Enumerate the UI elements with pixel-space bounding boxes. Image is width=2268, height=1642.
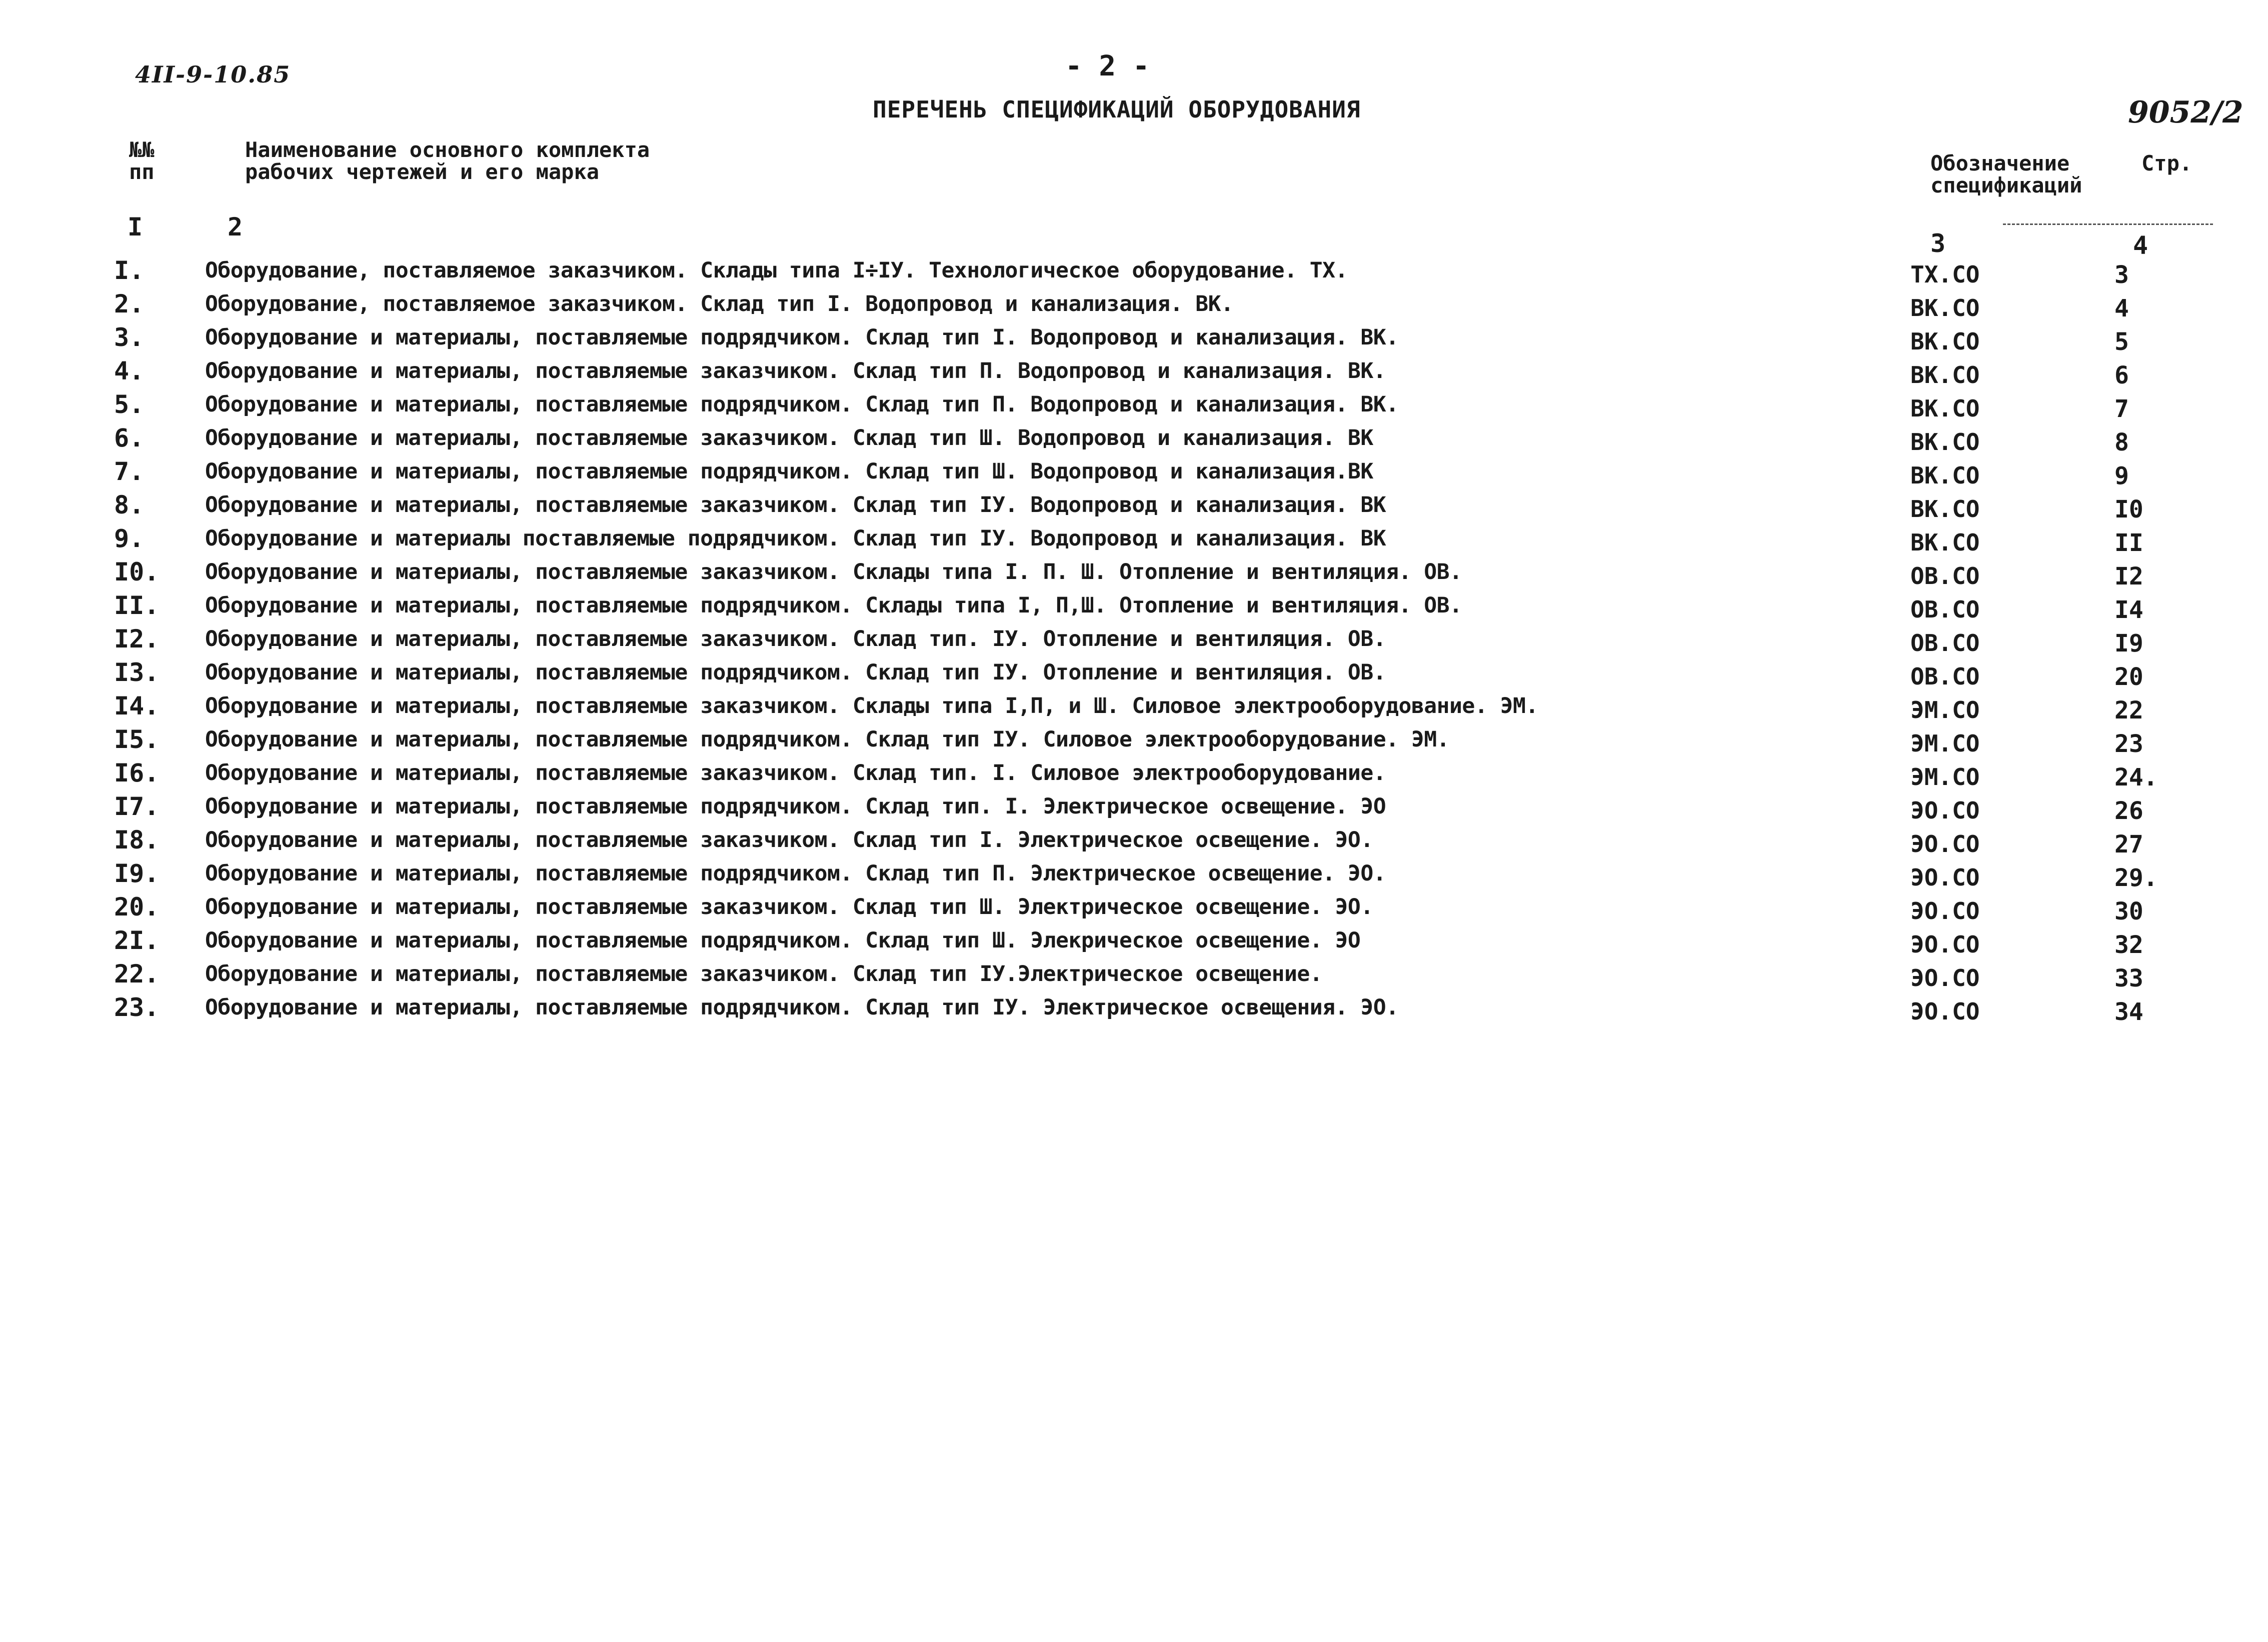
row-name: Оборудование и материалы, поставляемые заказчиком. Склад тип IУ. Водопровод и канализация. ВК [205, 492, 1386, 518]
column-header-code-line2: спецификаций [1930, 173, 2082, 198]
row-name: Оборудование и материалы, поставляемые заказчиком. Склады типа I. П. Ш. Отопление и вентиляция. ОВ. [205, 560, 1462, 584]
row-number: 2. [114, 290, 145, 318]
row-code: ЭО.СО [1910, 931, 1980, 958]
row-name: Оборудование и материалы, поставляемые подрядчиком. Склад тип Ш. Водопровод и канализация.ВК [205, 459, 1373, 484]
list-item [0, 892, 2268, 926]
row-code: ОВ.СО [1910, 663, 1980, 690]
row-name: Оборудование, поставляемое заказчиком. Склад тип I. Водопровод и канализация. ВК. [205, 292, 1234, 316]
page-number: - 2 - [1065, 50, 1150, 82]
row-page: 34 [2114, 998, 2143, 1026]
row-name: Оборудование и материалы, поставляемые заказчиком. Склад тип I. Электрическое освещение. ЭО. [205, 828, 1373, 852]
row-number: 8. [114, 490, 145, 520]
column-header-number-line1: №№ [129, 138, 155, 162]
list-item [0, 457, 2268, 490]
column-number-2: 2 [228, 212, 243, 242]
row-number: I5. [114, 725, 160, 754]
list-item [0, 993, 2268, 1026]
document-code: 4II-9-10.85 [135, 61, 291, 88]
row-name: Оборудование и материалы поставляемые подрядчиком. Склад тип IУ. Водопровод и канализация. ВК [205, 526, 1386, 551]
column-header-name [245, 139, 650, 183]
row-name: Оборудование и материалы, поставляемые подрядчиком. Склад тип IУ. Силовое электрооборудование. ЭМ. [205, 727, 1450, 752]
row-page: 7 [2114, 395, 2129, 423]
row-code: ОВ.СО [1910, 562, 1980, 590]
list-item [0, 524, 2268, 557]
list-item [0, 323, 2268, 356]
row-page: 8 [2114, 428, 2129, 456]
row-name: Оборудование и материалы, поставляемые подрядчиком. Склад тип Ш. Элекрическое освещение. ЭО [205, 928, 1361, 953]
list-item [0, 960, 2268, 992]
column-header-code [1930, 152, 2082, 196]
row-number: 3. [114, 323, 145, 352]
column-header-name-line1: Наименование основного комплекта [245, 138, 650, 162]
row-number: 9. [114, 524, 145, 553]
list-item [0, 725, 2268, 758]
row-page: 9 [2114, 462, 2129, 490]
column-header-number-line2: пп [129, 160, 155, 184]
row-name: Оборудование и материалы, поставляемые подрядчиком. Склад тип IУ. Отопление и вентиляция. ОВ. [205, 660, 1386, 685]
row-page: 26 [2114, 797, 2143, 825]
list-item [0, 926, 2268, 959]
column-header-code-line1: Обозначение [1930, 151, 2070, 176]
row-code: ЭО.СО [1910, 998, 1980, 1025]
list-item [0, 624, 2268, 658]
page-title: ПЕРЕЧЕНЬ СПЕЦИФИКАЦИЙ ОБОРУДОВАНИЯ [873, 96, 1361, 123]
row-name: Оборудование и материалы, поставляемые подрядчиком. Склады типа I, П,Ш. Отопление и вентиляция. ОВ. [205, 593, 1462, 618]
row-number: I2. [114, 624, 160, 654]
column-header-number [129, 139, 155, 183]
row-number: 22. [114, 960, 160, 988]
row-number: I4. [114, 692, 160, 720]
row-page: 5 [2114, 328, 2129, 356]
row-code: ТХ.СО [1910, 261, 1980, 288]
row-page: 24. [2114, 764, 2158, 792]
list-item [0, 591, 2268, 624]
row-code: ЭМ.СО [1910, 696, 1980, 724]
row-name: Оборудование и материалы, поставляемые подрядчиком. Склад тип П. Электрическое освещение. ЭО. [205, 861, 1386, 886]
row-number: I3. [114, 658, 160, 687]
row-code: ВК.СО [1910, 496, 1980, 522]
row-code: ВК.СО [1910, 462, 1980, 489]
row-number: 4. [114, 356, 145, 386]
row-code: ВК.СО [1910, 529, 1980, 556]
row-page: 23 [2114, 730, 2143, 758]
list-item [0, 424, 2268, 456]
row-page: 30 [2114, 898, 2143, 926]
row-code: ВК.СО [1910, 395, 1980, 422]
list-item [0, 356, 2268, 390]
row-page: I9 [2114, 630, 2143, 658]
row-code: ОВ.СО [1910, 630, 1980, 656]
list-item [0, 558, 2268, 590]
row-name: Оборудование и материалы, поставляемые подрядчиком. Склад тип. I. Электрическое освещение. ЭО [205, 794, 1386, 819]
row-page: 27 [2114, 830, 2143, 858]
row-code: ВК.СО [1910, 294, 1980, 322]
row-page: I4 [2114, 596, 2143, 624]
row-page: 3 [2114, 261, 2129, 289]
row-number: II. [114, 591, 160, 620]
column-number-3: 3 [1930, 229, 1946, 258]
row-page: I2 [2114, 562, 2143, 590]
row-code: ВК.СО [1910, 362, 1980, 388]
row-code: ВК.СО [1910, 328, 1980, 355]
list-item [0, 256, 2268, 289]
row-page: 22 [2114, 696, 2143, 724]
row-name: Оборудование и материалы, поставляемые заказчиком. Склад тип Ш. Водопровод и канализация. ВК [205, 426, 1373, 450]
row-code: ЭО.СО [1910, 797, 1980, 824]
row-name: Оборудование и материалы, поставляемые заказчиком. Склады типа I,П, и Ш. Силовое электрооборудование. ЭМ. [205, 694, 1538, 718]
row-code: ВК.СО [1910, 428, 1980, 456]
row-code: ЭМ.СО [1910, 730, 1980, 757]
row-number: I9. [114, 859, 160, 888]
column-number-1: I [128, 212, 143, 242]
row-number: 2I. [114, 926, 160, 955]
column-number-4: 4 [2133, 231, 2148, 260]
row-page: 6 [2114, 362, 2129, 390]
row-number: 20. [114, 892, 160, 922]
list-item [0, 692, 2268, 724]
list-item [0, 290, 2268, 322]
row-number: 6. [114, 424, 145, 452]
row-name: Оборудование и материалы, поставляемые заказчиком. Склад тип. I. Силовое электрооборудование. [205, 760, 1386, 786]
row-name: Оборудование и материалы, поставляемые подрядчиком. Склад тип П. Водопровод и канализация. ВК. [205, 392, 1399, 417]
row-page: 33 [2114, 964, 2143, 992]
row-code: ЭО.СО [1910, 864, 1980, 891]
row-number: I. [114, 256, 145, 285]
list-item [0, 859, 2268, 892]
row-number: 5. [114, 390, 145, 419]
list-item [0, 490, 2268, 524]
row-name: Оборудование и материалы, поставляемые подрядчиком. Склад тип I. Водопровод и канализация. ВК. [205, 325, 1399, 350]
row-code: ОВ.СО [1910, 596, 1980, 623]
row-name: Оборудование и материалы, поставляемые заказчиком. Склад тип. IУ. Отопление и вентиляция. ОВ. [205, 626, 1386, 652]
row-code: ЭО.СО [1910, 830, 1980, 858]
row-code: ЭМ.СО [1910, 764, 1980, 790]
row-name: Оборудование и материалы, поставляемые заказчиком. Склад тип Ш. Электрическое освещение. ЭО. [205, 894, 1373, 920]
list-item [0, 826, 2268, 858]
list-item [0, 792, 2268, 825]
row-number: 7. [114, 457, 145, 486]
row-number: I7. [114, 792, 160, 821]
sheet-reference: 9052/2 [2128, 95, 2243, 130]
row-page: 29. [2114, 864, 2158, 892]
row-page: I0 [2114, 496, 2143, 524]
row-page: 4 [2114, 294, 2129, 322]
row-code: ЭО.СО [1910, 964, 1980, 992]
row-page: 32 [2114, 931, 2143, 959]
row-name: Оборудование, поставляемое заказчиком. Склады типа I÷IУ. Технологическое оборудование. ТХ. [205, 258, 1348, 283]
header-divider [2003, 224, 2213, 225]
row-number: I0. [114, 558, 160, 586]
row-name: Оборудование и материалы, поставляемые заказчиком. Склад тип П. Водопровод и канализация. ВК. [205, 358, 1386, 384]
row-number: 23. [114, 993, 160, 1022]
list-item [0, 390, 2268, 423]
row-code: ЭО.СО [1910, 898, 1980, 924]
list-item [0, 758, 2268, 792]
row-number: I6. [114, 758, 160, 788]
row-page: II [2114, 529, 2143, 557]
row-number: I8. [114, 826, 160, 854]
row-page: 20 [2114, 663, 2143, 691]
row-name: Оборудование и материалы, поставляемые подрядчиком. Склад тип IУ. Электрическое освещения. ЭО. [205, 995, 1399, 1020]
row-name: Оборудование и материалы, поставляемые заказчиком. Склад тип IУ.Электрическое освещение. [205, 962, 1323, 986]
column-header-name-line2: рабочих чертежей и его марка [245, 160, 600, 184]
list-item [0, 658, 2268, 691]
column-header-page: Стр. [2141, 151, 2192, 176]
